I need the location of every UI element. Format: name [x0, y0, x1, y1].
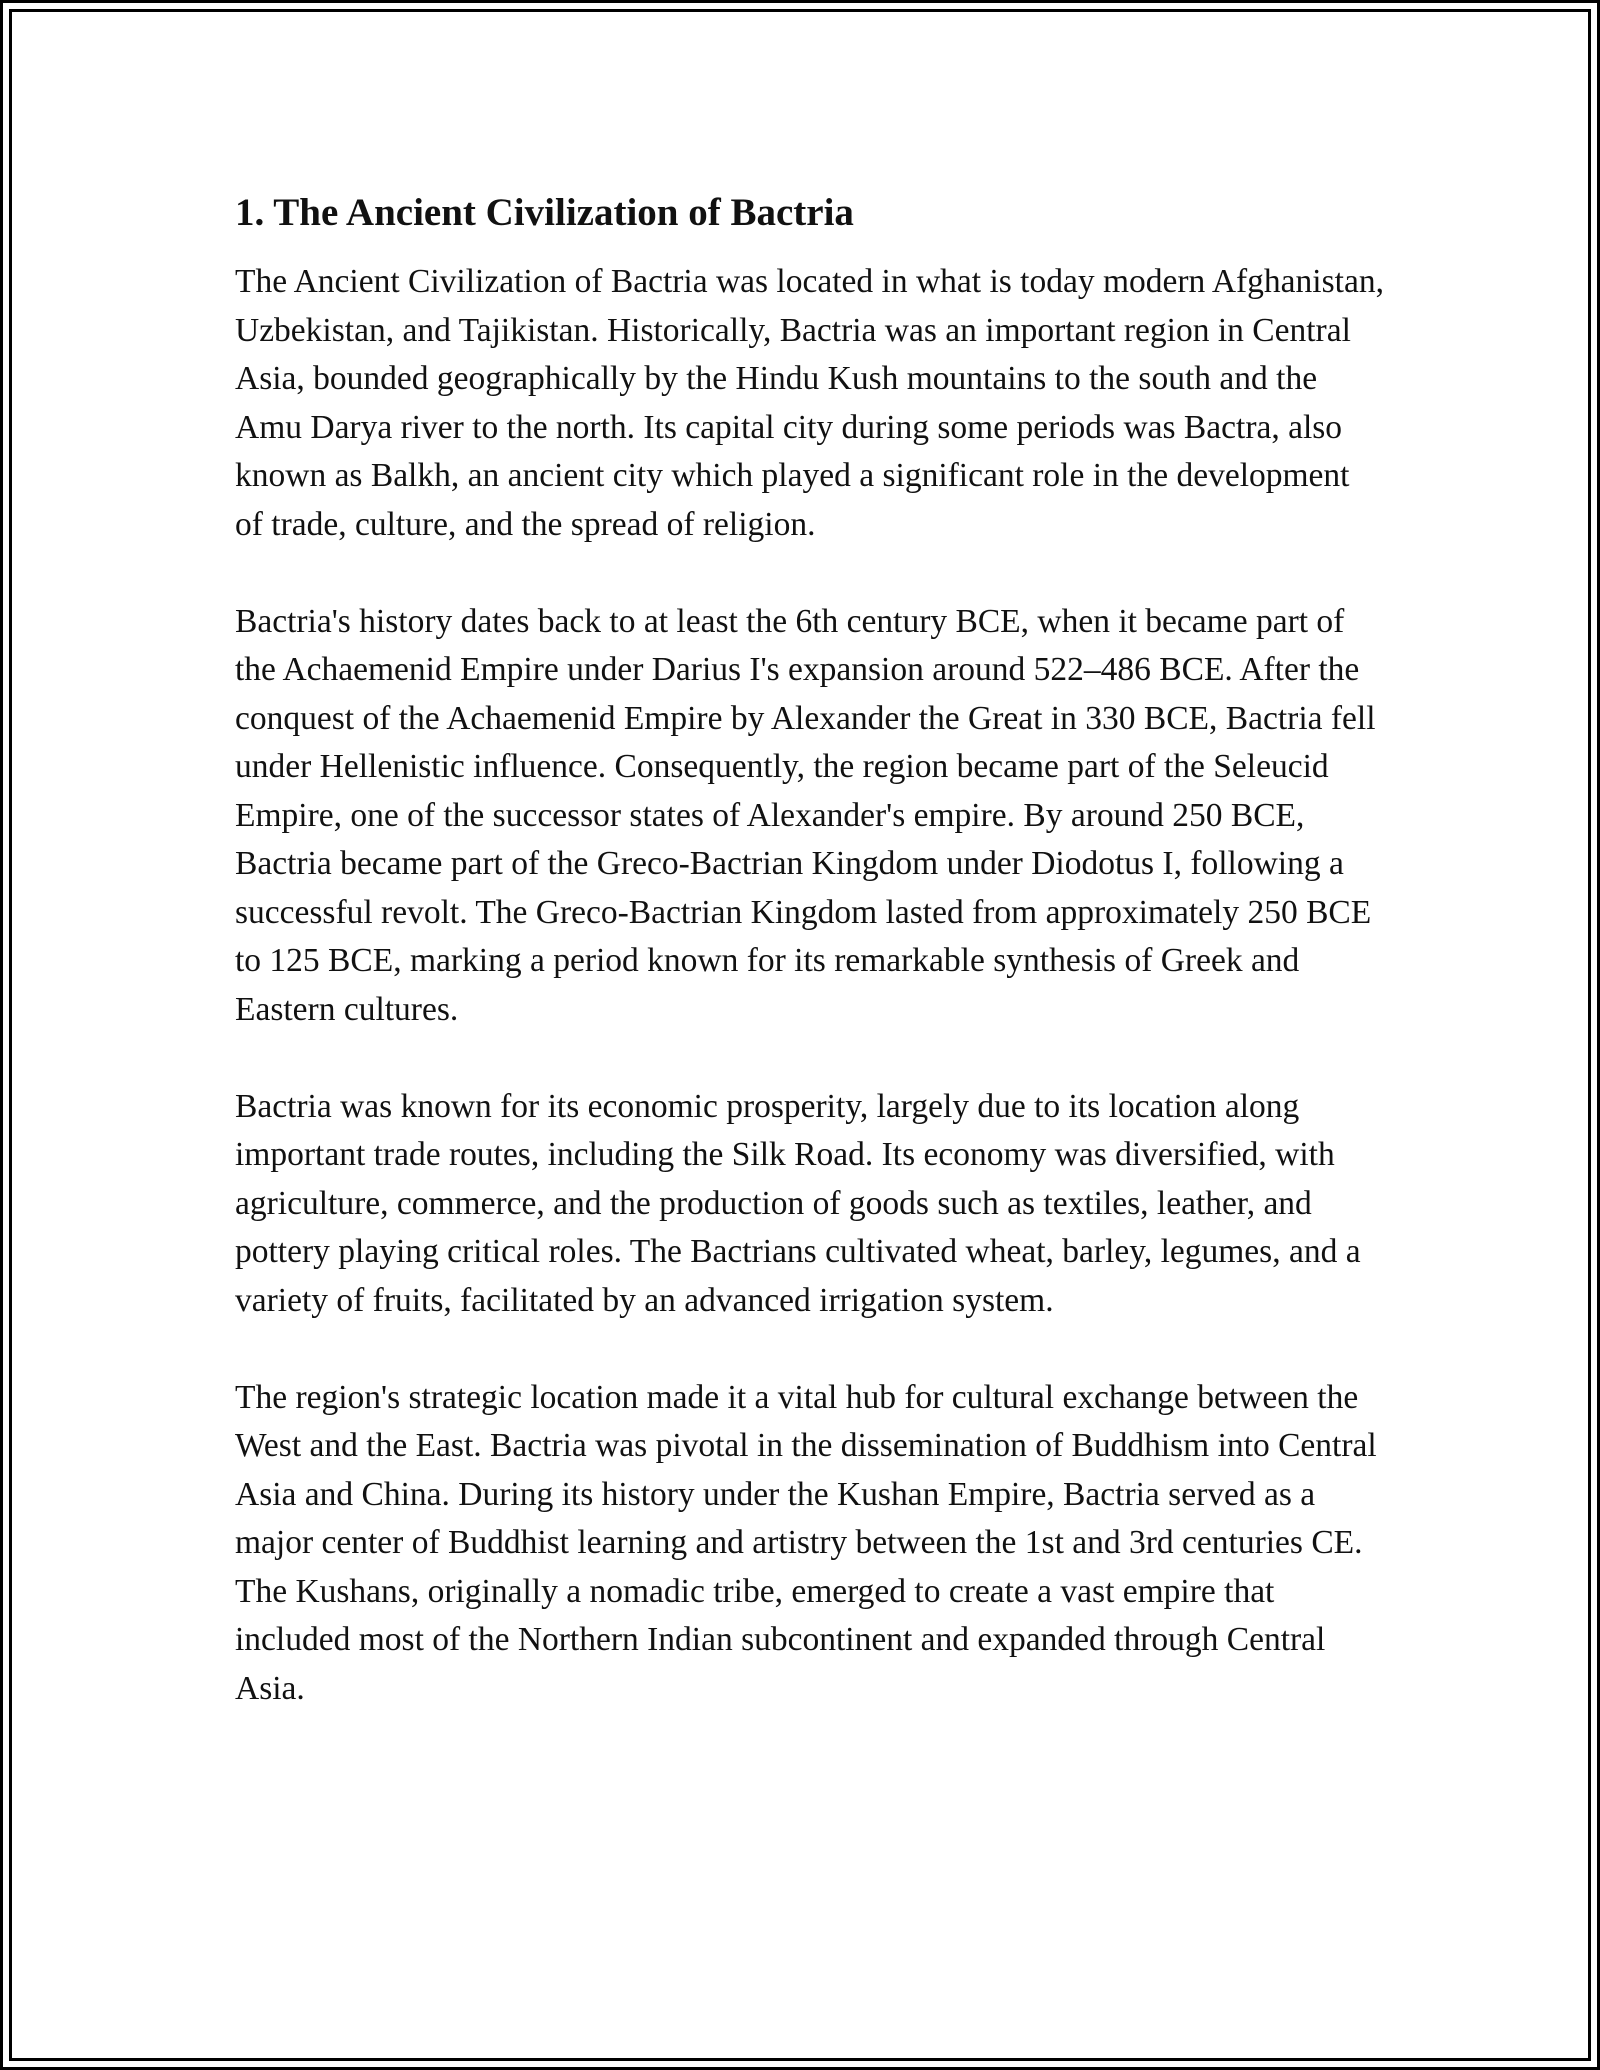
paragraph-history: Bactria's history dates back to at least the 6th century BCE, when it became part of the Achaemenid Empire under Darius I's expansion around 522–486 BCE. After the conquest of the Achaemenid Empire by Alexander the Great in 330 BCE, Bactria fell under Hellenistic influence. Consequently, the region became part of the Seleucid Empire, one of the successor states of Alexander's empire. By around 250 BCE, Bactria became part of the Greco-Bactrian Kingdom under Diodotus I, following a successful revolt. The Greco-Bactrian Kingdom lasted from approximately 250 BCE to 125 BCE, marking a period known for its remarkable synthesis of Greek and Eastern cultures. — [235, 602, 1376, 1028]
paragraph-culture: The region's strategic location made it a vital hub for cultural exchange between the West and the East. Bactria was pivotal in the dissemination of Buddhism into Central Asia and China. During its history under the Kushan Empire, Bactria served as a major center of Buddhist learning and artistry between the 1st and 3rd centuries CE. The Kushans, originally a nomadic tribe, emerged to create a vast empire that included most of the Northern Indian subcontinent and expanded through Central Asia. — [235, 1378, 1377, 1707]
document-body — [235, 187, 1385, 1762]
paragraph-location: The Ancient Civilization of Bactria was located in what is today modern Afghanistan, Uzbekistan, and Tajikistan. Historically, Bactria was an important region in Central Asia, bounded geographically by the Hindu Kush mountains to the south and the Amu Darya river to the north. Its capital city during some periods was Bactra, also known as Balkh, an ancient city which played a significant role in the development of trade, culture, and the spread of religion. — [235, 263, 1384, 543]
section-heading: 1. The Ancient Civilization of Bactria — [235, 191, 854, 234]
paragraph-economy: Bactria was known for its economic prosperity, largely due to its location along important trade routes, including the Silk Road. Its economy was diversified, with agriculture, commerce, and the production of goods such as textiles, leather, and pottery playing critical roles. The Bactrians cultivated wheat, barley, legumes, and a variety of fruits, facilitated by an advanced irrigation system. — [235, 1087, 1361, 1319]
